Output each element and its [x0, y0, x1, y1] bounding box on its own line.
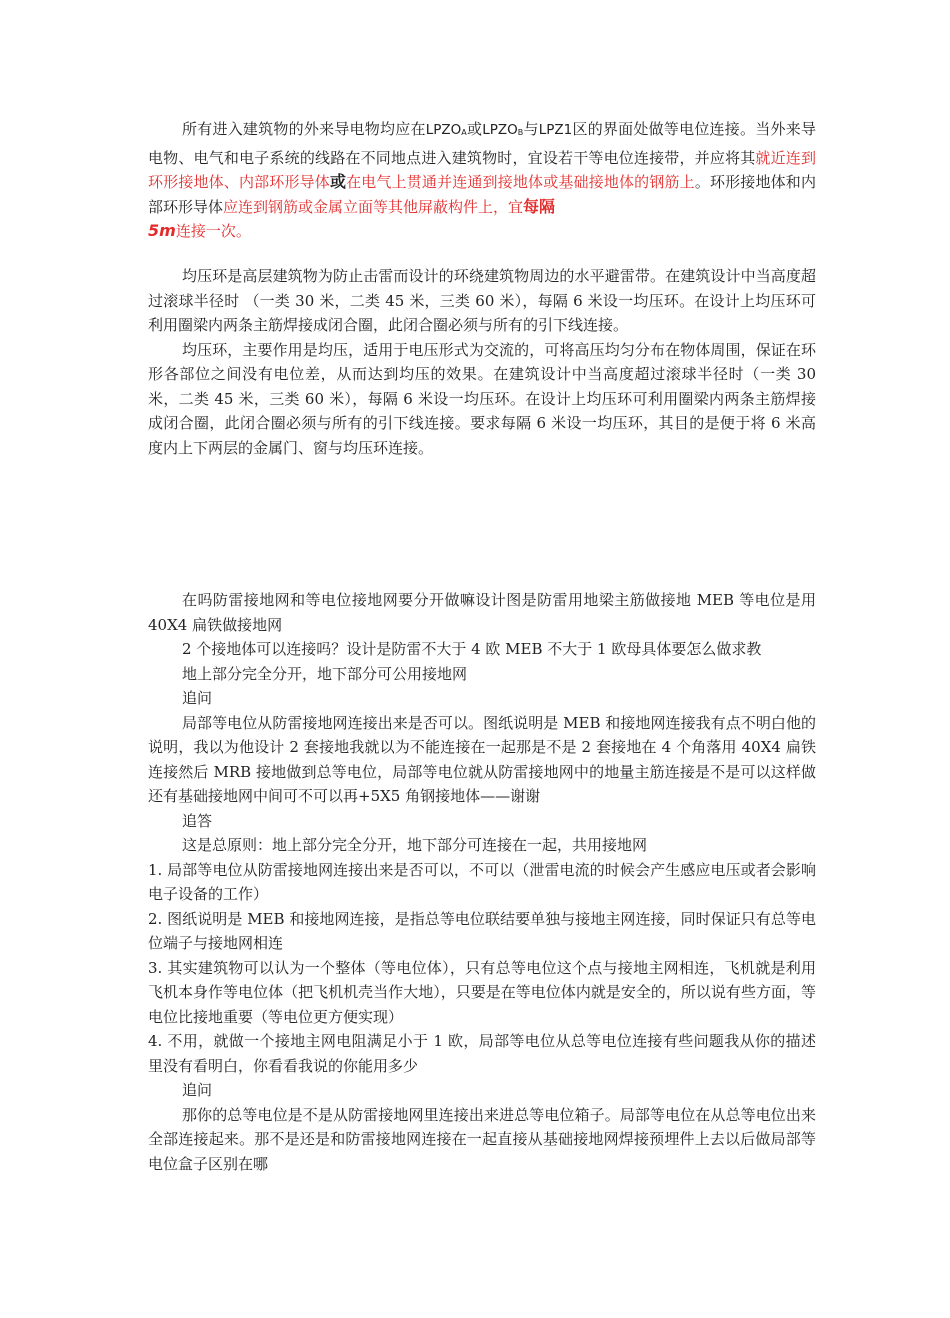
- text: 或: [466, 120, 483, 138]
- lpz1: LPZ1: [538, 122, 573, 138]
- lpzo-b: [482, 122, 523, 138]
- subscript: A: [461, 128, 467, 137]
- text: 。环形接地体和内部环形导体: [148, 173, 816, 216]
- text: 区的界面处做等电位连接。当外来导电物、电气和电子系统的线路在不同地点进入建筑物时，宜设若干等电位连接带，并应将其: [148, 120, 816, 167]
- text: LPZO: [425, 122, 462, 138]
- question: 在吗防雷接地网和等电位接地网要分开做嘛设计图是防雷用地梁主筋做接地 MEB 等电位是用 40X4 扁铁做接地网: [148, 591, 816, 634]
- highlight-red-bold: 每隔: [523, 196, 556, 216]
- question: 2 个接地体可以连接吗？设计是防雷不大于 4 欧 MEB 不大于 1 欧母具体要怎么做求教: [182, 640, 762, 658]
- section-qa: [148, 588, 816, 1176]
- list-item: 3. 其实建筑物可以认为一个整体（等电位体），只有总等电位这个点与接地主网相连，飞机就是利用飞机本身作等电位体（把飞机机壳当作大地），只要是在等电位体内就是安全的，所以说有些方面，等电位比接地重要（等电位更方便实现）: [148, 958, 816, 1026]
- list-item: 4. 不用，就做一个接地主网电阻满足小于 1 欧，局部等电位从总等电位连接有些问题我从你的描述里没有看明白，你看看我说的你能用多少: [148, 1032, 816, 1075]
- follow-up-label: 追问: [182, 1081, 213, 1099]
- lpzo-a: [426, 122, 467, 138]
- list-item: 1. 局部等电位从防雷接地网连接出来是否可以，不可以（泄雷电流的时候会产生感应电压或者会影响电子设备的工作）: [148, 860, 816, 903]
- follow-answer-label: 追答: [182, 811, 213, 830]
- question: 局部等电位从防雷接地网连接出来是否可以。图纸说明是 MEB 和接地网连接我有点不明白他的说明，我以为他设计 2 套接地我就以为不能连接在一起那是不是 2 套接地在 4 个角落用 40X4 扁铁连接然后 MRB 接地做到总等电位，局部等电位就从防雷接地网中的地量主筋连接是不是可以这样做还有基础接地网中间可不可以再+5X5 角钢接地体——谢谢: [148, 713, 816, 805]
- highlight-red: 就近连到环形接地体、内部环形导体: [148, 148, 816, 191]
- paragraph-bonding-rules: [148, 117, 816, 244]
- section-equipotential-bonding: [148, 117, 816, 244]
- list-item: 2. 图纸说明是 MEB 和接地网连接，是指总等电位联结要单独与接地主网连接，同时保证只有总等电位端子与接地网相连: [148, 909, 816, 952]
- question: 那你的总等电位是不是从防雷接地网里连接出来进总等电位箱子。局部等电位在从总等电位出来全部连接起来。那不是还是和防雷接地网连接在一起直接从基础接地网焊接预埋件上去以后做局部等电位盒子区别在哪: [148, 1105, 816, 1173]
- highlight-red: 应连到钢筋或金属立面等其他屏蔽构件上，宜: [223, 197, 524, 216]
- paragraph: 均压环，主要作用是均压，适用于电压形式为交流的，可将高压均匀分布在物体周围，保证在环形各部位之间没有电位差，从而达到均压的效果。在建筑设计中当高度超过滚球半径时（一类 30 米，二类 45 米，三类 60 米），每隔 6 米设一均压环。在设计上均压环可利用圈梁内两条主筋焊接成闭合圈，此闭合圈必须与所有的引下线连接。要求每隔 6 米设一均压环，其目的是便于将 6 米高度内上下两层的金属门、窗与均压环连接。: [148, 340, 816, 457]
- section-equalizing-ring: [148, 264, 816, 460]
- highlight-red-bold-italic: 5m: [148, 221, 176, 240]
- highlight-red: 在电气上贯通并连通到接地体或基础接地体的钢筋上: [346, 173, 695, 191]
- emphasis: 或: [329, 172, 347, 191]
- subscript: B: [517, 128, 524, 137]
- text: 与: [523, 120, 539, 138]
- answer: 地上部分完全分开，地下部分可公用接地网: [182, 664, 468, 683]
- text: 所有进入建筑物的外来导电物均应在: [182, 120, 426, 138]
- follow-up-label: 追问: [182, 689, 213, 707]
- answer: 这是总原则：地上部分完全分开，地下部分可连接在一起，共用接地网: [182, 836, 648, 854]
- text: LPZO: [482, 122, 518, 138]
- paragraph: 均压环是高层建筑物为防止击雷而设计的环绕建筑物周边的水平避雷带。在建筑设计中当高度超过滚球半径时 （一类 30 米，二类 45 米，三类 60 米），每隔 6 米设一均压环。在设计上均压环可利用圈梁内两条主筋焊接成闭合圈，此闭合圈必须与所有的引下线连接。: [148, 267, 816, 334]
- highlight-red: 连接一次。: [175, 222, 251, 240]
